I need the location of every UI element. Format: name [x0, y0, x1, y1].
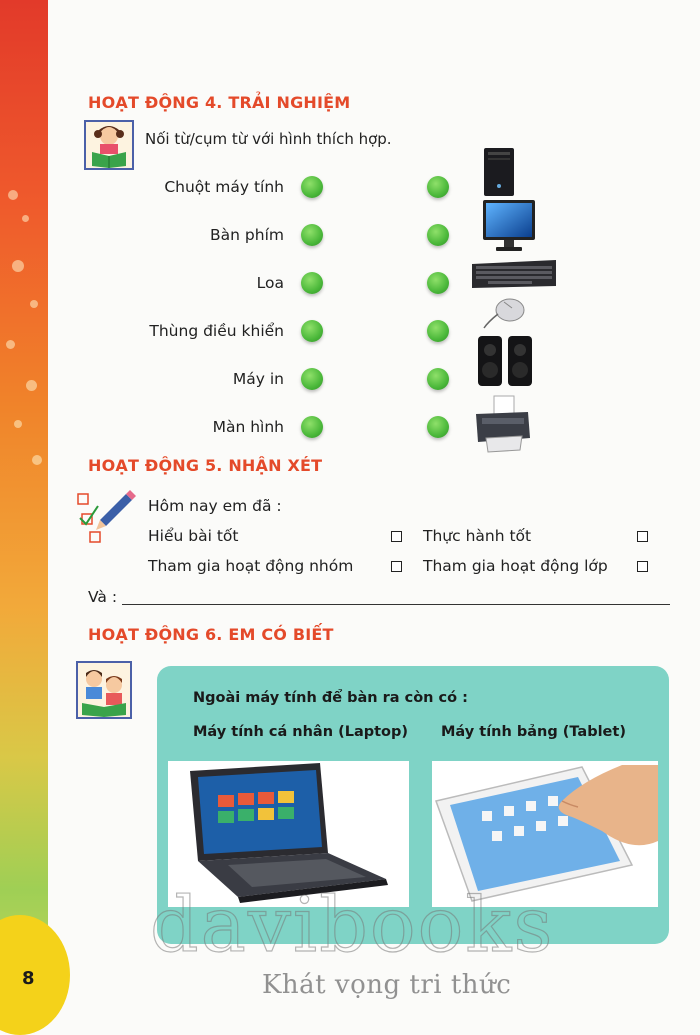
- right-match-dot[interactable]: [427, 368, 449, 390]
- watermark-brand: davibooks: [150, 880, 555, 969]
- left-match-dot[interactable]: [301, 416, 323, 438]
- decorative-side-strip: [0, 0, 48, 1011]
- match-word: Màn hình: [212, 418, 284, 436]
- system-unit-picture: [480, 146, 520, 202]
- page-number: 8: [22, 968, 35, 989]
- activity6-heading: HOẠT ĐỘNG 6. EM CÓ BIẾT: [88, 625, 334, 644]
- review-checkbox[interactable]: [391, 561, 402, 572]
- activity5-heading: HOẠT ĐỘNG 5. NHẬN XÉT: [88, 456, 323, 475]
- review-checkbox[interactable]: [637, 561, 648, 572]
- review-checkbox[interactable]: [391, 531, 402, 542]
- activity4-instruction: Nối từ/cụm từ với hình thích hợp.: [145, 130, 392, 148]
- left-match-dot[interactable]: [301, 176, 323, 198]
- review-option-label: Thực hành tốt: [423, 527, 532, 545]
- review-option-label: Hiểu bài tốt: [148, 527, 239, 545]
- right-match-dot[interactable]: [427, 320, 449, 342]
- review-prompt: Hôm nay em đã :: [148, 497, 282, 515]
- review-option-label: Tham gia hoạt động nhóm: [148, 557, 354, 575]
- pencil-checkbox-icon: [76, 488, 138, 552]
- children-reading-icon: [76, 661, 132, 719]
- right-match-dot[interactable]: [427, 224, 449, 246]
- review-checkbox[interactable]: [637, 531, 648, 542]
- left-match-dot[interactable]: [301, 368, 323, 390]
- match-word: Máy in: [232, 370, 284, 388]
- keyboard-picture: [470, 256, 558, 296]
- monitor-picture: [480, 198, 540, 258]
- match-word: Bàn phím: [210, 226, 284, 244]
- match-word: Chuột máy tính: [164, 178, 284, 196]
- answer-line[interactable]: [122, 604, 670, 605]
- left-match-dot[interactable]: [301, 320, 323, 342]
- right-match-dot[interactable]: [427, 272, 449, 294]
- review-option-label: Tham gia hoạt động lớp: [423, 557, 608, 575]
- left-match-dot[interactable]: [301, 224, 323, 246]
- match-word: Loa: [256, 274, 284, 292]
- panel-intro: Ngoài máy tính để bàn ra còn có :: [193, 690, 468, 706]
- left-match-dot[interactable]: [301, 272, 323, 294]
- speakers-picture: [476, 334, 536, 394]
- right-match-dot[interactable]: [427, 416, 449, 438]
- reading-child-icon: [84, 120, 134, 170]
- tablet-label: Máy tính bảng (Tablet): [441, 724, 626, 740]
- mouse-picture: [482, 294, 528, 334]
- match-word: Thùng điều khiển: [149, 322, 284, 340]
- printer-picture: [472, 394, 534, 458]
- laptop-label: Máy tính cá nhân (Laptop): [193, 724, 409, 740]
- activity4-heading: HOẠT ĐỘNG 4. TRẢI NGHIỆM: [88, 93, 351, 112]
- watermark-slogan: Khát vọng tri thức: [262, 970, 512, 1000]
- and-label: Và :: [88, 588, 118, 606]
- page-number-badge: [0, 915, 70, 1035]
- right-match-dot[interactable]: [427, 176, 449, 198]
